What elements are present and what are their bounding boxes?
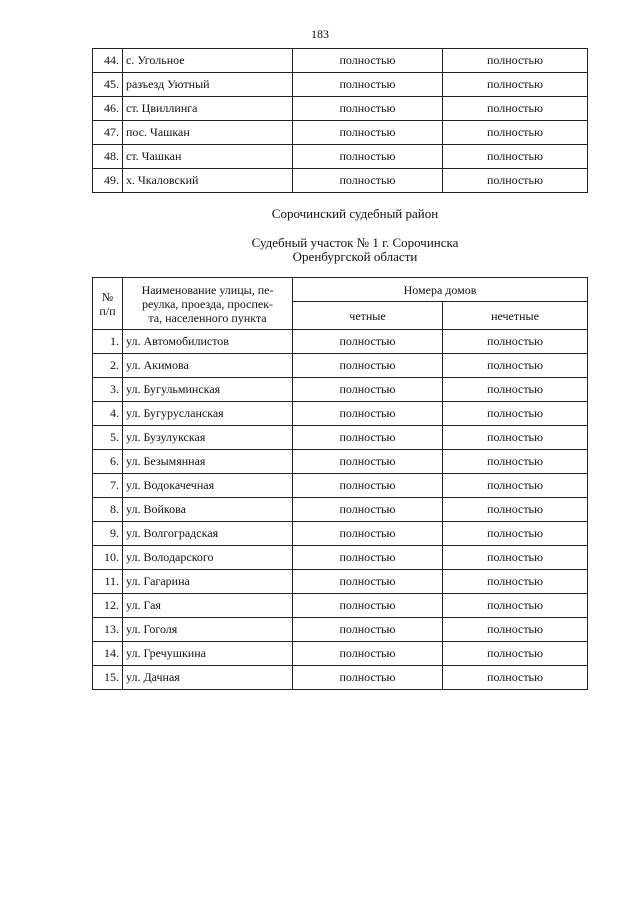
row-odd: полностью	[443, 426, 588, 450]
row-even: полностью	[293, 49, 443, 73]
row-number: 5.	[93, 426, 123, 450]
row-odd: полностью	[443, 354, 588, 378]
row-even: полностью	[293, 666, 443, 690]
row-name: пос. Чашкан	[123, 121, 293, 145]
row-even: полностью	[293, 402, 443, 426]
row-number: 44.	[93, 49, 123, 73]
section-title-line1: Судебный участок № 1 г. Сорочинска	[251, 235, 459, 250]
main-table-body	[93, 330, 588, 690]
row-even: полностью	[293, 522, 443, 546]
row-even: полностью	[293, 378, 443, 402]
row-number: 48.	[93, 145, 123, 169]
row-name: ул. Бугурусланская	[123, 402, 293, 426]
header-name	[123, 278, 293, 330]
row-even: полностью	[293, 354, 443, 378]
row-odd: полностью	[443, 121, 588, 145]
row-number: 7.	[93, 474, 123, 498]
row-name: ул. Автомобилистов	[123, 330, 293, 354]
row-number: 9.	[93, 522, 123, 546]
row-odd: полностью	[443, 330, 588, 354]
row-name: ул. Гая	[123, 594, 293, 618]
row-odd: полностью	[443, 378, 588, 402]
row-name: ул. Войкова	[123, 498, 293, 522]
row-even: полностью	[293, 426, 443, 450]
row-even: полностью	[293, 570, 443, 594]
row-name: ул. Гагарина	[123, 570, 293, 594]
row-odd: полностью	[443, 498, 588, 522]
header-num-line1: №	[101, 289, 114, 304]
section-title-line2: Оренбургской области	[292, 249, 418, 264]
table-row	[93, 546, 588, 570]
row-even: полностью	[293, 169, 443, 193]
section-title	[0, 236, 640, 264]
row-odd: полностью	[443, 145, 588, 169]
row-name: ул. Володарского	[123, 546, 293, 570]
row-even: полностью	[293, 546, 443, 570]
page-number: 183	[311, 27, 329, 41]
row-odd: полностью	[443, 642, 588, 666]
table-row	[93, 498, 588, 522]
row-even: полностью	[293, 474, 443, 498]
row-number: 3.	[93, 378, 123, 402]
row-odd: полностью	[443, 546, 588, 570]
row-even: полностью	[293, 642, 443, 666]
row-name: разъезд Уютный	[123, 73, 293, 97]
row-name: ул. Водокачечная	[123, 474, 293, 498]
row-odd: полностью	[443, 474, 588, 498]
row-odd: полностью	[443, 594, 588, 618]
table-row	[93, 618, 588, 642]
row-number: 46.	[93, 97, 123, 121]
row-odd: полностью	[443, 402, 588, 426]
header-name-line3: та, населенного пункта	[148, 310, 267, 325]
row-odd: полностью	[443, 169, 588, 193]
row-number: 10.	[93, 546, 123, 570]
top-table	[92, 48, 588, 193]
row-name: ул. Бугульминская	[123, 378, 293, 402]
row-even: полностью	[293, 121, 443, 145]
row-name: ул. Безымянная	[123, 450, 293, 474]
table-row	[93, 330, 588, 354]
table-row	[93, 49, 588, 73]
row-odd: полностью	[443, 522, 588, 546]
table-row	[93, 522, 588, 546]
header-num-line2: п/п	[99, 303, 116, 318]
row-number: 45.	[93, 73, 123, 97]
table-row	[93, 402, 588, 426]
table-row	[93, 354, 588, 378]
row-name: ул. Бузулукская	[123, 426, 293, 450]
row-even: полностью	[293, 330, 443, 354]
row-odd: полностью	[443, 618, 588, 642]
row-number: 15.	[93, 666, 123, 690]
row-number: 14.	[93, 642, 123, 666]
row-odd: полностью	[443, 450, 588, 474]
row-name: с. Угольное	[123, 49, 293, 73]
row-number: 49.	[93, 169, 123, 193]
table-row	[93, 474, 588, 498]
row-name: ул. Акимова	[123, 354, 293, 378]
row-even: полностью	[293, 618, 443, 642]
table-row	[93, 97, 588, 121]
row-name: ул. Гоголя	[123, 618, 293, 642]
table-row	[93, 594, 588, 618]
table-row	[93, 666, 588, 690]
header-name-line1: Наименование улицы, пе-	[141, 282, 274, 297]
table-row	[93, 73, 588, 97]
row-odd: полностью	[443, 97, 588, 121]
main-table	[92, 277, 588, 690]
header-odd: нечетные	[443, 302, 588, 330]
table-row	[93, 145, 588, 169]
row-number: 11.	[93, 570, 123, 594]
row-even: полностью	[293, 594, 443, 618]
row-name: ул. Гречушкина	[123, 642, 293, 666]
row-name: ул. Волгоградская	[123, 522, 293, 546]
main-table-header	[93, 278, 588, 330]
row-name: ул. Дачная	[123, 666, 293, 690]
row-odd: полностью	[443, 49, 588, 73]
table-row	[93, 450, 588, 474]
row-name: ст. Цвиллинга	[123, 97, 293, 121]
table-row	[93, 642, 588, 666]
row-number: 13.	[93, 618, 123, 642]
table-row	[93, 570, 588, 594]
row-number: 47.	[93, 121, 123, 145]
row-even: полностью	[293, 145, 443, 169]
table-row	[93, 121, 588, 145]
header-num	[93, 278, 123, 330]
row-odd: полностью	[443, 570, 588, 594]
row-number: 6.	[93, 450, 123, 474]
row-name: х. Чкаловский	[123, 169, 293, 193]
row-number: 4.	[93, 402, 123, 426]
table-row	[93, 426, 588, 450]
header-houses: Номера домов	[293, 278, 588, 302]
row-even: полностью	[293, 450, 443, 474]
row-number: 8.	[93, 498, 123, 522]
row-even: полностью	[293, 73, 443, 97]
top-table-body	[93, 49, 588, 193]
row-odd: полностью	[443, 73, 588, 97]
row-number: 1.	[93, 330, 123, 354]
row-name: ст. Чашкан	[123, 145, 293, 169]
row-even: полностью	[293, 498, 443, 522]
header-even: четные	[293, 302, 443, 330]
row-odd: полностью	[443, 666, 588, 690]
header-name-line2: реулка, проезда, проспек-	[141, 296, 274, 311]
row-number: 2.	[93, 354, 123, 378]
table-row	[93, 378, 588, 402]
row-even: полностью	[293, 97, 443, 121]
district-title: Сорочинский судебный район	[271, 206, 439, 221]
row-number: 12.	[93, 594, 123, 618]
table-row	[93, 169, 588, 193]
